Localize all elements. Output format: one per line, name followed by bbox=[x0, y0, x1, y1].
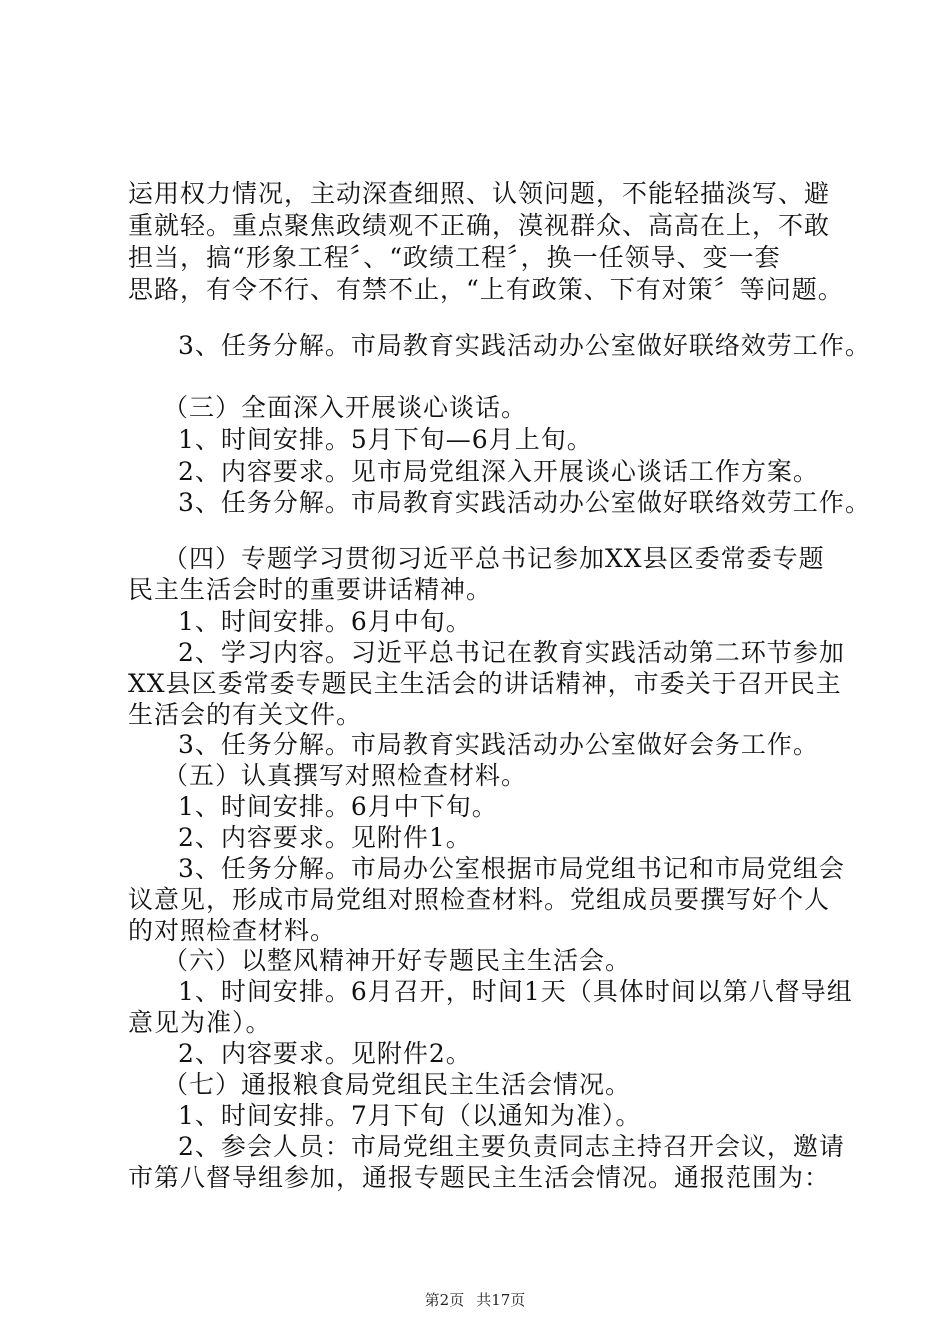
body-line: 2、参会人员：市局党组主要负责同志主持召开会议，邀请 bbox=[178, 1132, 845, 1161]
section-heading: （四）专题学习贯彻习近平总书记参加XX县区委常委专题 bbox=[163, 544, 825, 573]
body-line: 1、时间安排。5月下旬—6月上旬。 bbox=[178, 425, 593, 454]
section-heading: （三）全面深入开展谈心谈话。 bbox=[163, 393, 528, 422]
section-heading: （七）通报粮食局党组民主生活会情况。 bbox=[163, 1070, 632, 1099]
body-line: 2、内容要求。见市局党组深入开展谈心谈话工作方案。 bbox=[178, 457, 819, 486]
body-line: 1、时间安排。7月下旬（以通知为准）。 bbox=[178, 1101, 642, 1130]
section-heading: （六）以整风精神开好专题民主生活会。 bbox=[163, 946, 632, 975]
body-line: 市第八督导组参加，通报专题民主生活会情况。通报范围为： bbox=[128, 1163, 831, 1192]
body-line: 2、内容要求。见附件1。 bbox=[178, 823, 472, 852]
body-line: 运用权力情况，主动深查细照、认领问题，不能轻描淡写、避 bbox=[128, 179, 831, 208]
body-line: 2、内容要求。见附件2。 bbox=[178, 1039, 472, 1068]
body-line: 生活会的有关文件。 bbox=[128, 700, 363, 729]
body-line: 重就轻。重点聚焦政绩观不正确，漠视群众、高高在上，不敢 bbox=[128, 211, 831, 240]
body-line: 思路，有令不行、有禁不止，“上有政策、下有对策〞等问题。 bbox=[128, 275, 844, 304]
body-line: 3、任务分解。市局教育实践活动办公室做好会务工作。 bbox=[178, 730, 819, 759]
section-heading: （五）认真撰写对照检查材料。 bbox=[163, 761, 528, 790]
body-line: 意见为准）。 bbox=[128, 1008, 272, 1037]
body-line: 议意见，形成市局党组对照检查材料。党组成员要撰写好个人 bbox=[128, 885, 831, 914]
page-footer bbox=[0, 1290, 950, 1310]
body-line: 担当，搞“形象工程〞、“政绩工程〞，换一任领导、变一套 bbox=[128, 243, 781, 272]
body-line: 3、任务分解。市局教育实践活动办公室做好联络效劳工作。 bbox=[178, 488, 871, 517]
body-line: XX县区委常委专题民主生活会的讲话精神，市委关于召开民主 bbox=[128, 669, 842, 698]
page-number: 第2页 bbox=[424, 1291, 465, 1309]
body-line: 1、时间安排。6月召开，时间1天（具体时间以第八督导组 bbox=[178, 977, 853, 1006]
body-line: 3、任务分解。市局教育实践活动办公室做好联络效劳工作。 bbox=[178, 331, 871, 360]
body-line: 2、学习内容。习近平总书记在教育实践活动第二环节参加 bbox=[178, 638, 845, 667]
body-line: 1、时间安排。6月中下旬。 bbox=[178, 792, 498, 821]
body-line: 1、时间安排。6月中旬。 bbox=[178, 607, 472, 636]
body-line: 民主生活会时的重要讲话精神。 bbox=[128, 575, 493, 604]
body-line: 的对照检查材料。 bbox=[128, 916, 337, 945]
page-total: 共17页 bbox=[476, 1291, 526, 1309]
body-line: 3、任务分解。市局办公室根据市局党组书记和市局党组会 bbox=[178, 854, 845, 883]
